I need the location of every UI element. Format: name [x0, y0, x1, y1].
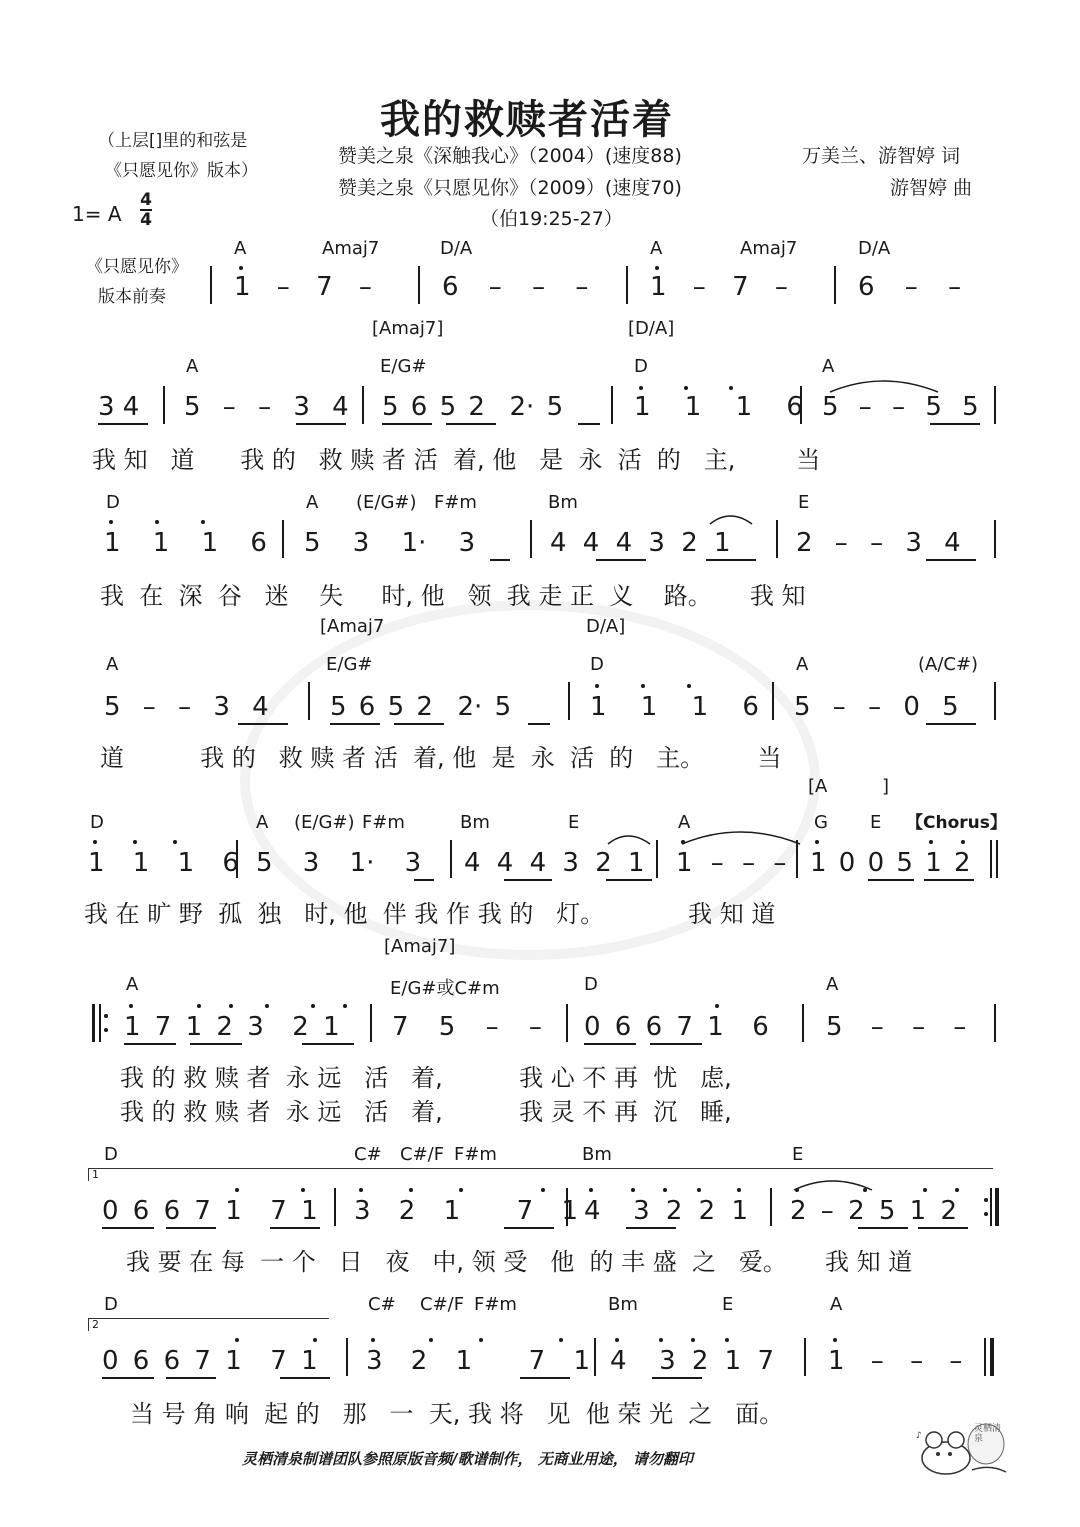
chord: A [306, 492, 319, 513]
high-dot [311, 1004, 315, 1008]
beam [296, 423, 346, 425]
beam [858, 1227, 908, 1229]
tie [792, 1176, 882, 1194]
notes-row-4: 4 4 4 3 2 1 [464, 848, 645, 878]
final-barline-thin [984, 1338, 986, 1376]
beam [280, 1377, 330, 1379]
barline [994, 682, 996, 720]
chorus-tag: 【Chorus】 [906, 813, 1007, 833]
notes-row-6: 4 3 2 2 1 [584, 1196, 749, 1226]
high-dot [639, 386, 643, 390]
intro-label-1: 《只愿见你》 [86, 257, 188, 277]
beam [706, 559, 756, 561]
lyric-row-4: 我 在 旷 野 孤 独 时, 他 伴 我 作 我 的 灯。 我 知 道 [84, 900, 776, 928]
notes-row-1: 3 4 [98, 392, 140, 422]
composer-credit: 游智婷 曲 [890, 177, 973, 199]
notes-row-5: 7 5 – – [392, 1012, 542, 1042]
high-dot [589, 1188, 593, 1192]
chord-note-line-2: 《只愿见你》版本） [105, 161, 258, 181]
repeat-dot [984, 1198, 988, 1202]
notes-row-1: 5 – – 3 4 [184, 392, 349, 422]
high-dot [371, 1338, 375, 1342]
lyric-row-6: 我 要 在 每 一 个 日 夜 中, 领 受 他 的 丰 盛 之 爱。 我 知 道 [126, 1248, 913, 1276]
high-dot [687, 684, 691, 688]
beam [394, 723, 444, 725]
notes-row-0d: 6 – – [858, 272, 962, 302]
notes-row-1: 1 1 1 6 [634, 392, 803, 422]
notes-row-2: 1 1 1 6 [104, 528, 267, 558]
barline [994, 386, 996, 424]
chord: D [590, 654, 604, 675]
upper-chord: D/A] [586, 616, 626, 637]
lyric-row-5: 我 的 救 赎 者 永 远 活 着, 我 心 不 再 忧 虑, [120, 1064, 732, 1092]
upper-chord: [D/A] [628, 318, 675, 339]
chord: E/G# [380, 356, 427, 377]
beam [414, 879, 434, 881]
beam [868, 879, 914, 881]
high-dot [541, 1188, 545, 1192]
beam [504, 1227, 554, 1229]
high-dot [359, 1188, 363, 1192]
barline [530, 520, 532, 558]
upper-chord: [Amaj7] [384, 936, 456, 957]
scripture-ref: （伯19:25-27） [480, 208, 623, 230]
beam [166, 1377, 216, 1379]
lyric-row-2: 我 在 深 谷 迷 失 时, 他 领 我 走 正 义 路。 我 知 [100, 582, 806, 610]
lyric-row-1: 我 知 道 我 的 救 赎 者 活 着, 他 是 永 活 的 主, 当 [92, 446, 821, 474]
high-dot [459, 1188, 463, 1192]
high-dot [133, 840, 137, 844]
chord: A [234, 238, 247, 259]
final-barline-thick [990, 1338, 994, 1376]
beam [918, 1227, 968, 1229]
notes-row-7: 0 6 6 7 1 7 1 [102, 1346, 318, 1376]
repeat-dot [104, 1028, 108, 1032]
notes-row-4: 1 – – – [676, 848, 787, 878]
beam [490, 559, 510, 561]
beam [924, 879, 974, 881]
chord: F#m [454, 1144, 497, 1165]
high-dot [197, 1004, 201, 1008]
beam [330, 723, 380, 725]
notes-row-5: 1 7 1 2 3 2 1 [124, 1012, 340, 1042]
high-dot [479, 1338, 483, 1342]
time-bottom: 4 [140, 210, 152, 230]
volta-bracket-2 [88, 1318, 329, 1331]
notes-row-5: 5 – – – [826, 1012, 967, 1042]
high-dot [737, 1188, 741, 1192]
beam [626, 1227, 676, 1229]
chord: Bm [582, 1144, 612, 1165]
barline [770, 1188, 772, 1226]
high-dot [343, 1004, 347, 1008]
barline [594, 1338, 596, 1376]
barline [362, 386, 364, 424]
notes-row-3: 5 6 5 2 2· 5 [330, 692, 512, 722]
high-dot [201, 520, 205, 524]
high-dot [595, 684, 599, 688]
upper-chord: ] [882, 776, 890, 797]
song-title: 我的救赎者活着 [380, 97, 674, 143]
barline [626, 266, 628, 304]
high-dot [691, 1338, 695, 1342]
high-dot [923, 1188, 927, 1192]
beam [302, 1043, 354, 1045]
volta-number-2: 2 [92, 1318, 99, 1331]
chord: D [104, 1294, 118, 1315]
high-dot [173, 840, 177, 844]
barline [308, 682, 310, 720]
chord: Amaj7 [322, 238, 380, 259]
time-signature [140, 192, 152, 228]
high-dot [559, 1338, 563, 1342]
barline [163, 386, 165, 424]
high-dot [429, 1338, 433, 1342]
beam [166, 1227, 216, 1229]
beam [446, 423, 496, 425]
notes-row-0b: 6 – – – [442, 272, 589, 302]
upper-chord: [A [808, 776, 828, 797]
beam [270, 1227, 320, 1229]
barline [776, 520, 778, 558]
high-dot [615, 1338, 619, 1342]
barline [346, 1338, 348, 1376]
chord: Bm [548, 492, 578, 513]
tie [680, 826, 810, 848]
beam [520, 1377, 570, 1379]
chord: D/A [440, 238, 473, 259]
beam [504, 879, 552, 881]
barline [804, 1338, 806, 1376]
high-dot [631, 1188, 635, 1192]
beam [102, 1377, 154, 1379]
repeat-dot [984, 1212, 988, 1216]
chord: A [826, 974, 839, 995]
notes-row-4: 5 3 1· 3 [256, 848, 422, 878]
high-dot [729, 386, 733, 390]
chord: Bm [460, 812, 490, 833]
barline [802, 1004, 804, 1042]
chord: A [650, 238, 663, 259]
high-dot [833, 1338, 837, 1342]
tie [828, 376, 948, 396]
high-dot [641, 684, 645, 688]
notes-row-6: 3 2 1 7 1 [354, 1196, 579, 1226]
final-barline-thin [996, 840, 998, 878]
chord: A [126, 974, 139, 995]
high-dot [155, 520, 159, 524]
chord: A [678, 812, 691, 833]
beam [584, 1043, 636, 1045]
barline [994, 1004, 996, 1042]
notes-row-6: 2 – 2 5 1 2 [790, 1196, 958, 1226]
high-dot [301, 1188, 305, 1192]
chord: (A/C#) [918, 654, 979, 675]
high-dot [109, 520, 113, 524]
upper-chord: [Amaj7] [372, 318, 444, 339]
notes-row-6: 0 6 6 7 1 7 1 [102, 1196, 318, 1226]
high-dot [955, 1188, 959, 1192]
chord: E [792, 1144, 804, 1165]
beam [652, 1377, 702, 1379]
notes-row-3: 5 – – 0 5 [794, 692, 959, 722]
chord: C#/F [400, 1144, 445, 1165]
barline [334, 1188, 336, 1226]
repeat-end-thin [990, 1188, 992, 1226]
time-top: 4 [140, 190, 152, 210]
source-2: 赞美之泉《只愿见你》（2009）(速度70) [338, 177, 682, 199]
high-dot [313, 1338, 317, 1342]
barline [834, 266, 836, 304]
high-dot [815, 840, 819, 844]
svg-text:♪: ♪ [916, 1431, 922, 1441]
chord: C# [354, 1144, 382, 1165]
beam [650, 1043, 702, 1045]
high-dot [229, 1004, 233, 1008]
notes-row-2: 2 – – 3 4 [796, 528, 961, 558]
notes-row-0: 1 – 7 – [234, 272, 372, 302]
beam [926, 559, 976, 561]
high-dot [715, 1004, 719, 1008]
notes-row-4: 1 0 0 5 1 2 [810, 848, 971, 878]
upper-chord: [Amaj7 [320, 616, 385, 637]
high-dot [697, 1188, 701, 1192]
high-dot [655, 266, 659, 270]
beam [238, 723, 288, 725]
chord: F#m [474, 1294, 517, 1315]
high-dot [129, 1004, 133, 1008]
beam [382, 423, 432, 425]
high-dot [235, 1338, 239, 1342]
high-dot [663, 1188, 667, 1192]
barline [370, 1004, 372, 1042]
chord: A [106, 654, 119, 675]
beam [190, 1043, 242, 1045]
beam [926, 723, 976, 725]
chord: A [256, 812, 269, 833]
chord: F#m [434, 492, 477, 513]
chord: Bm [608, 1294, 638, 1315]
repeat-start-thin [99, 1004, 101, 1042]
barline [282, 520, 284, 558]
logo-icon [910, 1418, 1010, 1478]
notes-row-0c: 1 – 7 – [650, 272, 788, 302]
chord: A [186, 356, 199, 377]
key-signature: 1= A [72, 202, 122, 226]
intro-label-2: 版本前奏 [98, 287, 166, 307]
high-dot [265, 1004, 269, 1008]
barline [656, 840, 658, 878]
repeat-dot [104, 1014, 108, 1018]
chord: E [568, 812, 580, 833]
notes-row-4: 1 1 1 6 [88, 848, 239, 878]
chord: (E/G#) [356, 492, 417, 513]
repeat-end-thick [995, 1188, 999, 1226]
lyric-row-3: 道 我 的 救 赎 者 活 着, 他 是 永 活 的 主。 当 [100, 744, 782, 772]
high-dot [725, 1338, 729, 1342]
barline [450, 840, 452, 878]
logo-text: 灵栖清泉 [974, 1424, 1002, 1444]
barline [418, 266, 420, 304]
repeat-start-thick [92, 1004, 95, 1042]
notes-row-1: 5 – – 5 5 [822, 392, 979, 422]
chord: D [90, 812, 104, 833]
chord: (E/G#) [294, 812, 355, 833]
high-dot [929, 840, 933, 844]
beam [578, 423, 600, 425]
lyricist-credit: 万美兰、游智婷 词 [802, 145, 961, 167]
beam [596, 559, 646, 561]
beam [606, 879, 652, 881]
high-dot [684, 386, 688, 390]
footer-note: 灵栖清泉制谱团队参照原版音频/歌谱制作， 无商业用途， 请勿翻印 [242, 1450, 693, 1468]
chord: A [796, 654, 809, 675]
volta-number-1: 1 [92, 1168, 99, 1181]
source-1: 赞美之泉《深触我心》（2004）(速度88) [338, 145, 682, 167]
high-dot [409, 1188, 413, 1192]
high-dot [93, 840, 97, 844]
tie [606, 832, 656, 848]
chord: D [106, 492, 120, 513]
chord: E/G# [326, 654, 373, 675]
barline [566, 1004, 568, 1042]
barline [772, 682, 774, 720]
notes-row-5: 0 6 6 7 1 6 [584, 1012, 769, 1042]
high-dot [961, 840, 965, 844]
barline [210, 266, 212, 304]
chord: E/G#或C#m [390, 978, 500, 999]
notes-row-7: 3 2 1 7 1 [366, 1346, 591, 1376]
chord: D [104, 1144, 118, 1165]
beam [528, 723, 550, 725]
notes-row-7: 1 – – – [828, 1346, 963, 1376]
chord: D [584, 974, 598, 995]
chord-note-line-1: （上层[]里的和弦是 [98, 131, 248, 151]
lyric-row-5b: 我 的 救 赎 者 永 远 活 着, 我 灵 不 再 沉 睡, [120, 1098, 732, 1126]
notes-row-1: 5 6 5 2 2· 5 [382, 392, 564, 422]
chord: Amaj7 [740, 238, 798, 259]
lyric-row-7: 当 号 角 响 起 的 那 一 天, 我 将 见 他 荣 光 之 面。 [130, 1400, 784, 1428]
tie [708, 512, 758, 528]
chord: F#m [362, 812, 405, 833]
notes-row-7: 4 3 2 1 7 [610, 1346, 775, 1376]
barline [611, 386, 613, 424]
chord: C#/F [420, 1294, 465, 1315]
beam [124, 1043, 176, 1045]
chord: D [634, 356, 648, 377]
high-dot [659, 1338, 663, 1342]
chord: E [798, 492, 810, 513]
beam [930, 423, 980, 425]
notes-row-3: 1 1 1 6 [590, 692, 759, 722]
chord: A [830, 1294, 843, 1315]
barline [568, 682, 570, 720]
notes-row-3: 5 – – 3 4 [104, 692, 269, 722]
notes-row-2: 5 3 1· 3 [304, 528, 476, 558]
chord: E [722, 1294, 734, 1315]
beam [98, 423, 148, 425]
chord: G [814, 812, 828, 833]
notes-row-2: 4 4 4 3 2 1 [550, 528, 731, 558]
beam [102, 1227, 154, 1229]
barline [994, 520, 996, 558]
high-dot [235, 1188, 239, 1192]
final-barline-thin [990, 840, 992, 878]
chord: D/A [858, 238, 891, 259]
chord: A [822, 356, 835, 377]
chord: C# [368, 1294, 396, 1315]
chord: E [870, 812, 882, 833]
high-dot [239, 266, 243, 270]
